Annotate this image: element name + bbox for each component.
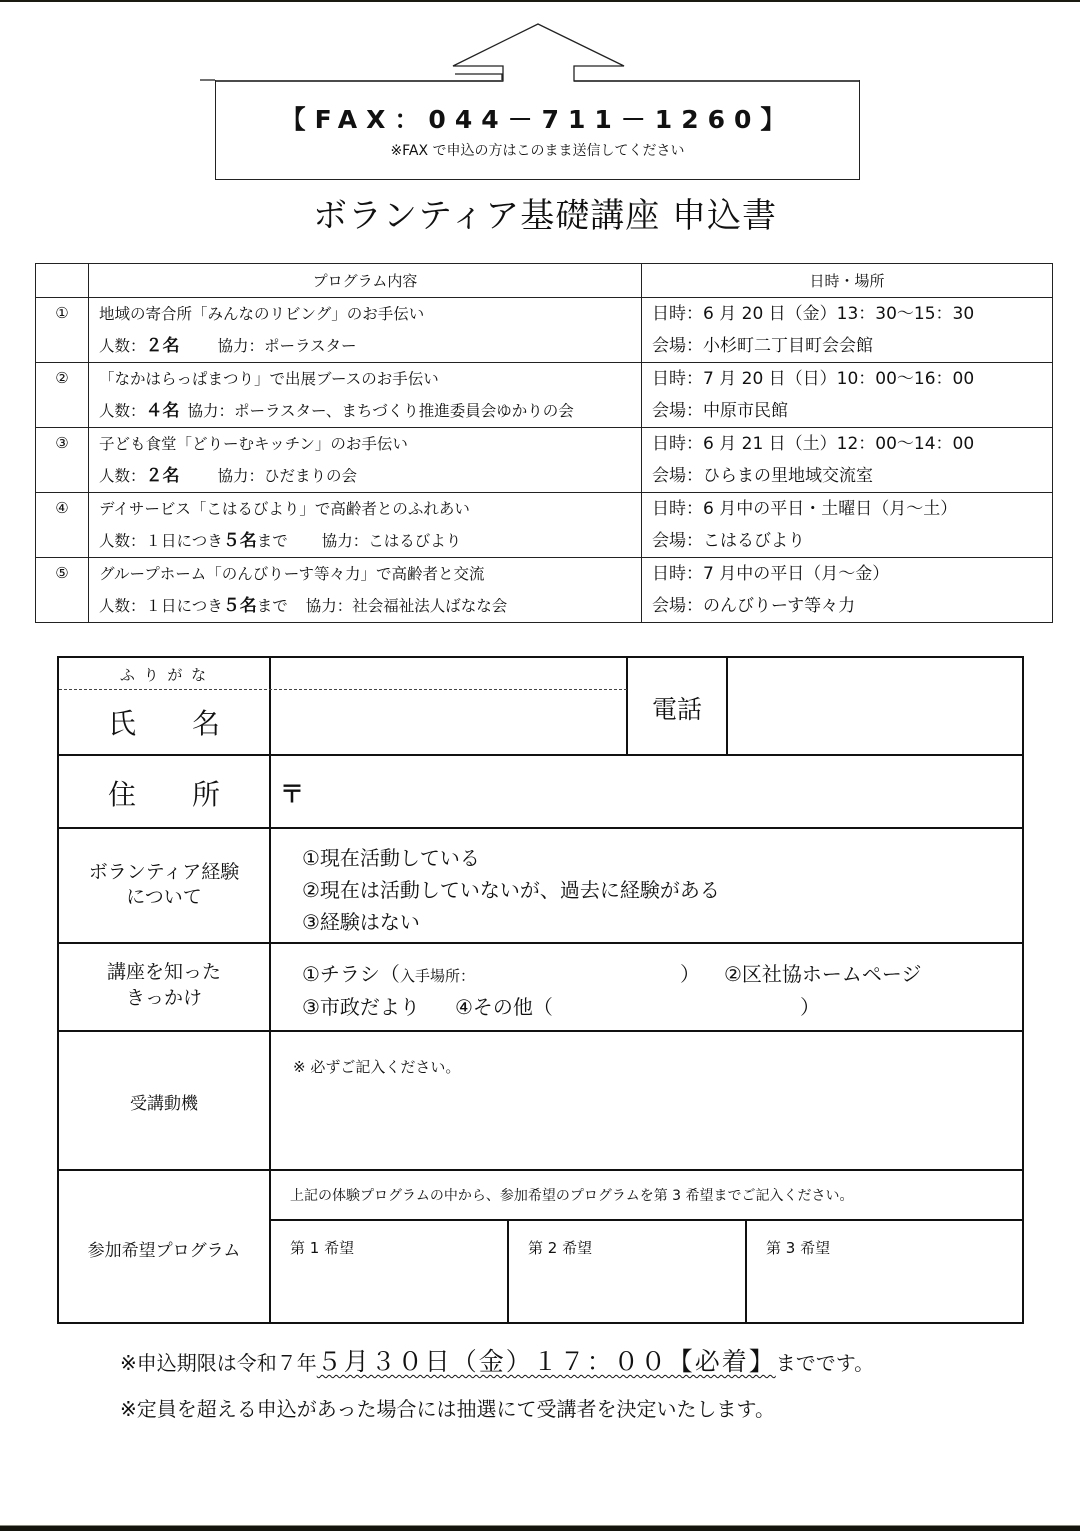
name-input[interactable] <box>271 691 626 754</box>
experience-option-3[interactable]: ③経験はない <box>302 910 420 934</box>
trigger-label-line1: 講座を知った <box>106 961 221 983</box>
preference-label: 参加希望プログラム <box>87 1241 241 1261</box>
program-datetime: 日時：7 月 20 日（日）10：00～16：00 <box>652 369 975 389</box>
preference-1-label: 第 1 希望 <box>290 1239 355 1257</box>
table-row <box>36 363 1053 428</box>
capacity-count: ２名 <box>145 466 180 486</box>
row-number: ④ <box>36 493 89 558</box>
furigana-label: ふ り が な <box>119 666 209 684</box>
experience-option-2[interactable]: ②現在は活動していないが、過去に経験がある <box>302 878 720 902</box>
fax-number: 【FAX：044－711－1260】 <box>280 105 795 134</box>
experience-label-line2: について <box>126 886 202 908</box>
program-venue: 会場：のんびりーす等々力 <box>652 596 856 616</box>
trigger-label <box>59 959 269 1011</box>
program-capacity <box>99 395 641 427</box>
capacity-count: ５名 <box>222 531 257 551</box>
table-row <box>36 428 1053 493</box>
program-content <box>89 363 642 428</box>
program-datetime: 日時：6 月 21 日（土）12：00～14：00 <box>652 434 975 454</box>
capacity-suffix: まで <box>256 597 288 615</box>
program-venue: 会場：ひらまの里地域交流室 <box>652 466 873 486</box>
row-number: ⑤ <box>36 558 89 623</box>
program-when <box>642 298 1053 363</box>
program-venue: 会場：こはるびより <box>652 531 805 551</box>
row-number: ③ <box>36 428 89 493</box>
program-content <box>89 428 642 493</box>
program-capacity <box>99 460 641 492</box>
preference-2-input[interactable] <box>509 1221 745 1322</box>
fax-note: ※FAX で申込の方はこのまま送信してください <box>390 143 685 159</box>
preference-instruction: 上記の体験プログラムの中から、参加希望のプログラムを第 3 希望までご記入ください。 <box>290 1188 854 1204</box>
motive-note: ※ 必ずご記入ください。 <box>293 1058 461 1076</box>
name-label: 氏 名 <box>107 707 220 740</box>
top-border <box>0 0 1080 2</box>
table-row <box>36 493 1053 558</box>
program-capacity <box>99 525 641 557</box>
program-when <box>642 363 1053 428</box>
divider <box>57 827 1024 829</box>
program-title: 「なかはらっぱまつり」で出展ブースのお手伝い <box>99 370 439 388</box>
capacity-prefix: 人数：１日につき <box>99 532 223 550</box>
table-header-row <box>36 264 1053 298</box>
table-row <box>36 558 1053 623</box>
program-content <box>89 558 642 623</box>
trigger-label-line2: きっかけ <box>125 987 202 1009</box>
program-datetime: 日時：6 月 20 日（金）13：30～15：30 <box>652 304 975 324</box>
deadline-date: ５月３０日（金）１７：００【必着】 <box>316 1347 776 1376</box>
partner: 協力：ポーラスター、まちづくり推進委員会ゆかりの会 <box>187 402 574 420</box>
experience-label-line1: ボランティア経験 <box>88 861 240 883</box>
fax-box-top-edge <box>215 79 860 83</box>
trigger-flyer-place-label: 入手場所： <box>399 967 475 985</box>
row-number: ① <box>36 298 89 363</box>
program-capacity <box>99 330 641 362</box>
program-title: デイサービス「こはるびより」で高齢者とのふれあい <box>99 500 470 518</box>
preference-2-label: 第 2 希望 <box>528 1239 593 1257</box>
furigana-divider <box>59 689 627 690</box>
preference-3-input[interactable] <box>747 1221 1022 1322</box>
program-content <box>89 493 642 558</box>
program-title: 子ども食堂「どりーむキッチン」のお手伝い <box>99 435 408 453</box>
capacity-prefix: 人数： <box>99 467 146 485</box>
program-when <box>642 493 1053 558</box>
row-number: ② <box>36 363 89 428</box>
program-datetime: 日時：7 月中の平日（月～金） <box>652 564 890 584</box>
program-venue: 会場：中原市民館 <box>652 401 788 421</box>
address-label: 住 所 <box>107 778 220 811</box>
partner: 協力：ポーラスター <box>217 337 357 355</box>
program-venue: 会場：小杉町二丁目町会会館 <box>652 336 873 356</box>
preference-1-input[interactable] <box>271 1221 507 1322</box>
program-capacity <box>99 590 641 622</box>
bottom-border <box>0 1525 1080 1531</box>
divider <box>57 942 1024 944</box>
lottery-note: ※定員を超える申込があった場合には抽選にて受講者を決定いたします。 <box>120 1397 775 1421</box>
program-when <box>642 558 1053 623</box>
postal-mark-icon: 〒 <box>280 780 304 808</box>
capacity-suffix: まで <box>256 532 288 550</box>
deadline-suffix: までです。 <box>775 1351 875 1375</box>
phone-input[interactable] <box>728 658 1022 754</box>
phone-label: 電話 <box>651 695 702 724</box>
program-content <box>89 298 642 363</box>
trigger-option-homepage[interactable]: ②区社協ホームページ <box>724 962 922 986</box>
preference-3-label: 第 3 希望 <box>766 1239 831 1257</box>
trigger-option-other[interactable]: ④その他（ <box>455 995 553 1019</box>
capacity-count: ２名 <box>145 336 180 356</box>
trigger-option-flyer[interactable] <box>302 958 475 987</box>
capacity-count: ４名 <box>145 401 180 421</box>
header-content: プログラム内容 <box>89 264 642 298</box>
trigger-other-close: ） <box>800 995 820 1019</box>
partner: 協力：こはるびより <box>321 532 462 550</box>
program-table <box>35 263 1053 623</box>
deadline-note <box>120 1342 874 1378</box>
capacity-prefix: 人数： <box>99 402 146 420</box>
trigger-flyer-label: ①チラシ（ <box>302 962 400 986</box>
address-input[interactable] <box>271 756 1022 827</box>
program-title: 地域の寄合所「みんなのリビング」のお手伝い <box>99 305 425 323</box>
capacity-count: ５名 <box>222 596 257 616</box>
header-num <box>36 264 89 298</box>
page-title: ボランティア基礎講座 申込書 <box>312 196 778 236</box>
deadline-prefix: ※申込期限は令和７年 <box>120 1351 317 1375</box>
divider <box>57 1169 1024 1171</box>
experience-label <box>59 860 269 910</box>
trigger-option-newsletter[interactable]: ③市政だより <box>302 995 420 1019</box>
partner: 協力：社会福祉法人ばなな会 <box>305 597 508 615</box>
program-title: グループホーム「のんびりーす等々力」で高齢者と交流 <box>99 565 485 583</box>
program-when <box>642 428 1053 493</box>
partner: 協力：ひだまりの会 <box>217 467 358 485</box>
trigger-flyer-close: ） <box>680 962 700 986</box>
motive-label: 受講動機 <box>130 1094 198 1114</box>
table-row <box>36 298 1053 363</box>
capacity-prefix: 人数：１日につき <box>99 597 223 615</box>
header-when: 日時・場所 <box>642 264 1053 298</box>
furigana-input[interactable] <box>271 658 626 689</box>
divider <box>57 1030 1024 1032</box>
capacity-prefix: 人数： <box>99 337 146 355</box>
motive-input[interactable] <box>271 1080 1022 1168</box>
experience-option-1[interactable]: ①現在活動している <box>302 846 480 870</box>
program-datetime: 日時：6 月中の平日・土曜日（月～土） <box>652 499 958 519</box>
